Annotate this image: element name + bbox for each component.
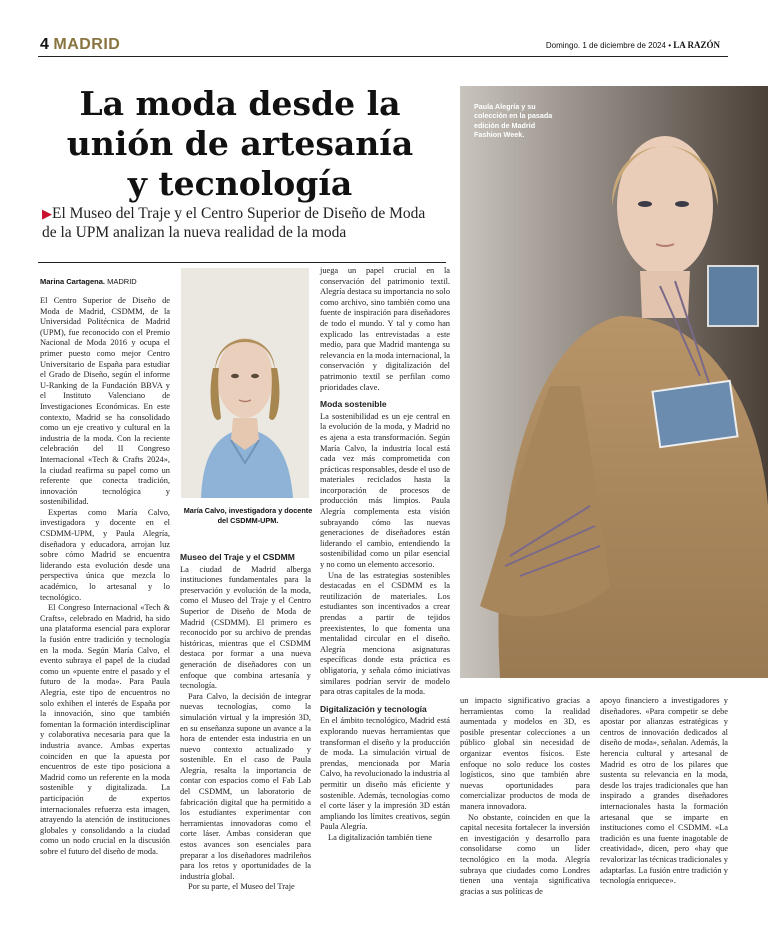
headline-line-1: La moda desde la xyxy=(79,84,401,123)
paragraph: En el ámbito tecnológico, Madrid está explorando nuevas herramientas que transforman el diseño y la producción de moda. La simulación virtual de prendas, mencionada por María Calvo, ha revolucionado la industria al permitir un diseño más eficiente y sostenible. Además, tecnologías como el corte láser y la impresión 3D están ampliando los límites creativos, según Paula Alegría. xyxy=(320,716,450,832)
portrait-caption: María Calvo, investigadora y docente del CSDMM-UPM. xyxy=(183,506,313,525)
article-subhead xyxy=(42,204,442,242)
section-heading: Digitalización y tecnología xyxy=(320,703,427,714)
article-column-2 xyxy=(180,546,311,893)
paragraph: No obstante, coinciden en que la capital necesita fortalecer la inversión en investigación y desarrollo para consolidarse como un líder tecnológico en la moda. Alegría subraya que ciudades como Londres tienen una ventaja significativa gracias a sus políticas de xyxy=(460,812,590,896)
fashion-show-photo xyxy=(460,86,768,678)
section-heading: Museo del Traje y el CSDMM xyxy=(180,552,295,562)
byline-rule xyxy=(38,262,446,263)
paragraph: juega un papel crucial en la conservación del patrimonio textil. Alegría destaca su importancia no solo como archivo, sino también como una fuente de inspiración para diseñadores de todo el mundo. Y tal y como han explicado las entrevistadas a este medio, para que Madrid mantenga su relevancia en la moda internacional, la conservación y digitalización del patrimonio textil se perfilan como prioridades clave. xyxy=(320,266,451,392)
paragraph: Por su parte, el Museo del Traje xyxy=(188,882,295,892)
page-header-section xyxy=(40,36,120,54)
portrait-photo-maria-calvo xyxy=(181,268,309,498)
article-column-4 xyxy=(460,696,590,897)
section-heading: Moda sostenible xyxy=(320,399,387,410)
paragraph: Expertas como María Calvo, investigadora y docente en el CSDMM-UPM, y Paula Alegría, diseñadora y educadora, arrojan luz sobre cómo Madrid se encuentra liderando esta evolución desde una perspectiva única que mezcla lo académico, lo artesanal y lo tecnológico. xyxy=(40,507,170,602)
byline-location: MADRID xyxy=(107,277,137,286)
paragraph: Una de las estrategias sostenibles destacadas en el CSDMM es la reutilización de materiales. Los estudiantes son incentivados a crear prendas a partir de tejidos preexistentes, lo que fomenta una mentalidad circular en el diseño. Alegría menciona asignaturas específicas donde esta práctica es obligatoria, y señala cómo iniciativas similares podrían servir de modelo para otras capitales de la moda. xyxy=(320,570,450,697)
paragraph: La ciudad de Madrid alberga instituciones fundamentales para la preservación y evolución de la moda, como el Museo del Traje y el Centro Superior de Diseño de Moda de Madrid (CSDMM). El primero es reconocido por su archivo de prendas históricas, mientras que el CSDMM destaca por formar a una nueva generación de diseñadores con un enfoque que combina artesanía y tecnología. xyxy=(180,564,311,691)
publication-name: LA RAZÓN xyxy=(673,40,720,50)
paragraph: La sostenibilidad es un eje central en la evolución de la moda, y Madrid no es ajena a esta transformación. Según María Calvo, la industria local está cada vez más comprometida con prácticas responsables, desde el uso de materiales reciclados hasta la incorporación de procesos de producción más limpios. Paula Alegría complementa esta visión subrayando cómo las nuevas generaciones de diseñadores están liderando el cambio, entendiendo la sostenibilidad como un pilar esencial y no como un elemento accesorio. xyxy=(320,411,450,570)
article-column-5 xyxy=(600,696,728,887)
photo-caption: Paula Alegría y su colección en la pasada edición de Madrid Fashion Week. xyxy=(474,102,553,140)
header-separator: • xyxy=(668,41,671,50)
paragraph: Para Calvo, la decisión de integrar nuevas tecnologías, como la simulación virtual y la impresión 3D, en su enseñanza supone un avance a la hora de entender esta industria en un nuevo contexto actualizado y sostenible. En el caso de Paula Alegría, resalta la importancia de contar con espacios como el Fab Lab del CSDMM, un laboratorio de fabricación digital que ha permitido a los estudiantes experimentar con herramientas innovadoras como el corte láser. Ambas consideran que estos avances son esenciales para preparar a los diseñadores madrileños para los retos y oportunidades de la industria global. xyxy=(180,691,311,881)
article-column-1 xyxy=(40,296,170,857)
subhead-text: El Museo del Traje y el Centro Superior de Diseño de Moda de la UPM analizan la nueva realidad de la moda xyxy=(42,205,426,241)
paragraph: La digitalización también tiene xyxy=(328,832,432,842)
article-column-3 xyxy=(320,266,450,843)
paragraph: apoyo financiero a investigadores y diseñadores. «Para competir se debe apostar por alianzas estratégicas y centros de innovación dedicados al diseño de moda», señalan. Además, la herencia cultural y artesanal de Madrid es otro de los pilares que sustenta su relevancia en la moda, desde los trajes tradicionales que han inspirado a grandes diseñadores internacionales hasta la formación artesanal que se imparte en instituciones como el CSDMM. «La tradición es una fuente inagotable de creatividad», dicen, pero «hay que revalorizar las técnicas tradicionales y adaptarlas. La fusión entre tradición y tecnología enriquece». xyxy=(600,696,728,886)
paragraph: El Centro Superior de Diseño de Moda de Madrid, CSDMM, de la Universidad Politécnica de Madrid (UPM), fue reconocido con el Premio Nacional de Moda 2016 y ocupa el primer puesto como mejor Centro Universitario de España para estudiar el Grado de Diseño, según el informe U-Ranking de la Fundación BBVA y el Instituto Valenciano de Investigaciones Económicas. En este contexto, Madrid se ha consolidado como un eje creativo y cultural en la industria de la moda. Con la reciente celebración del II Congreso Internacional «Tech & Crafts 2024», la ciudad reafirma su papel como un referente que conecta tradición, innovación tecnológica y sostenibilidad. xyxy=(40,296,170,507)
page-header-dateline xyxy=(546,40,720,50)
byline xyxy=(40,277,137,286)
article-headline xyxy=(40,84,440,204)
page-number: 4 xyxy=(40,36,49,53)
section-name: MADRID xyxy=(53,36,121,53)
headline-line-2: unión de artesanía xyxy=(66,124,414,163)
author-name: Marina Cartagena. xyxy=(40,277,106,286)
subhead-marker-icon: ▶ xyxy=(42,206,52,221)
header-rule xyxy=(38,56,728,57)
paragraph: un impacto significativo gracias a herramientas como la realidad aumentada y modelos en 3D, es posible presentar colecciones a un público global sin necesidad de organizar eventos físicos. Este enfoque no solo reduce los costes logísticos, sino que también abre nuevas oportunidades para comercializar productos de moda de manera innovadora. xyxy=(460,696,590,811)
headline-line-3: y tecnología xyxy=(127,164,353,203)
paragraph: El Congreso Internacional «Tech & Crafts», celebrado en Madrid, ha sido una plataforma esencial para explorar la fusión entre tradición y tecnología en la moda. Según María Calvo, el evento subraya el papel de la ciudad como un «puente entre el pasado y el futuro de la moda». Para Paula Alegría, este tipo de encuentros no solo exhiben el interés de España por la innovación, sino que también fomentan la formación interdisciplinar y colaborativa necesaria para que la industria avance. Ambas expertas coinciden en que la apuesta por encuentros de este tipo posiciona a Madrid como un referente en la moda sostenible y digitalizada. La participación de expertos internacionales refuerza esta imagen, atrayendo la atención de instituciones globales y consolidando a la ciudad como un nodo crucial en la discusión sobre el futuro del diseño de moda. xyxy=(40,603,170,856)
publication-date: Domingo. 1 de diciembre de 2024 xyxy=(545,41,666,50)
